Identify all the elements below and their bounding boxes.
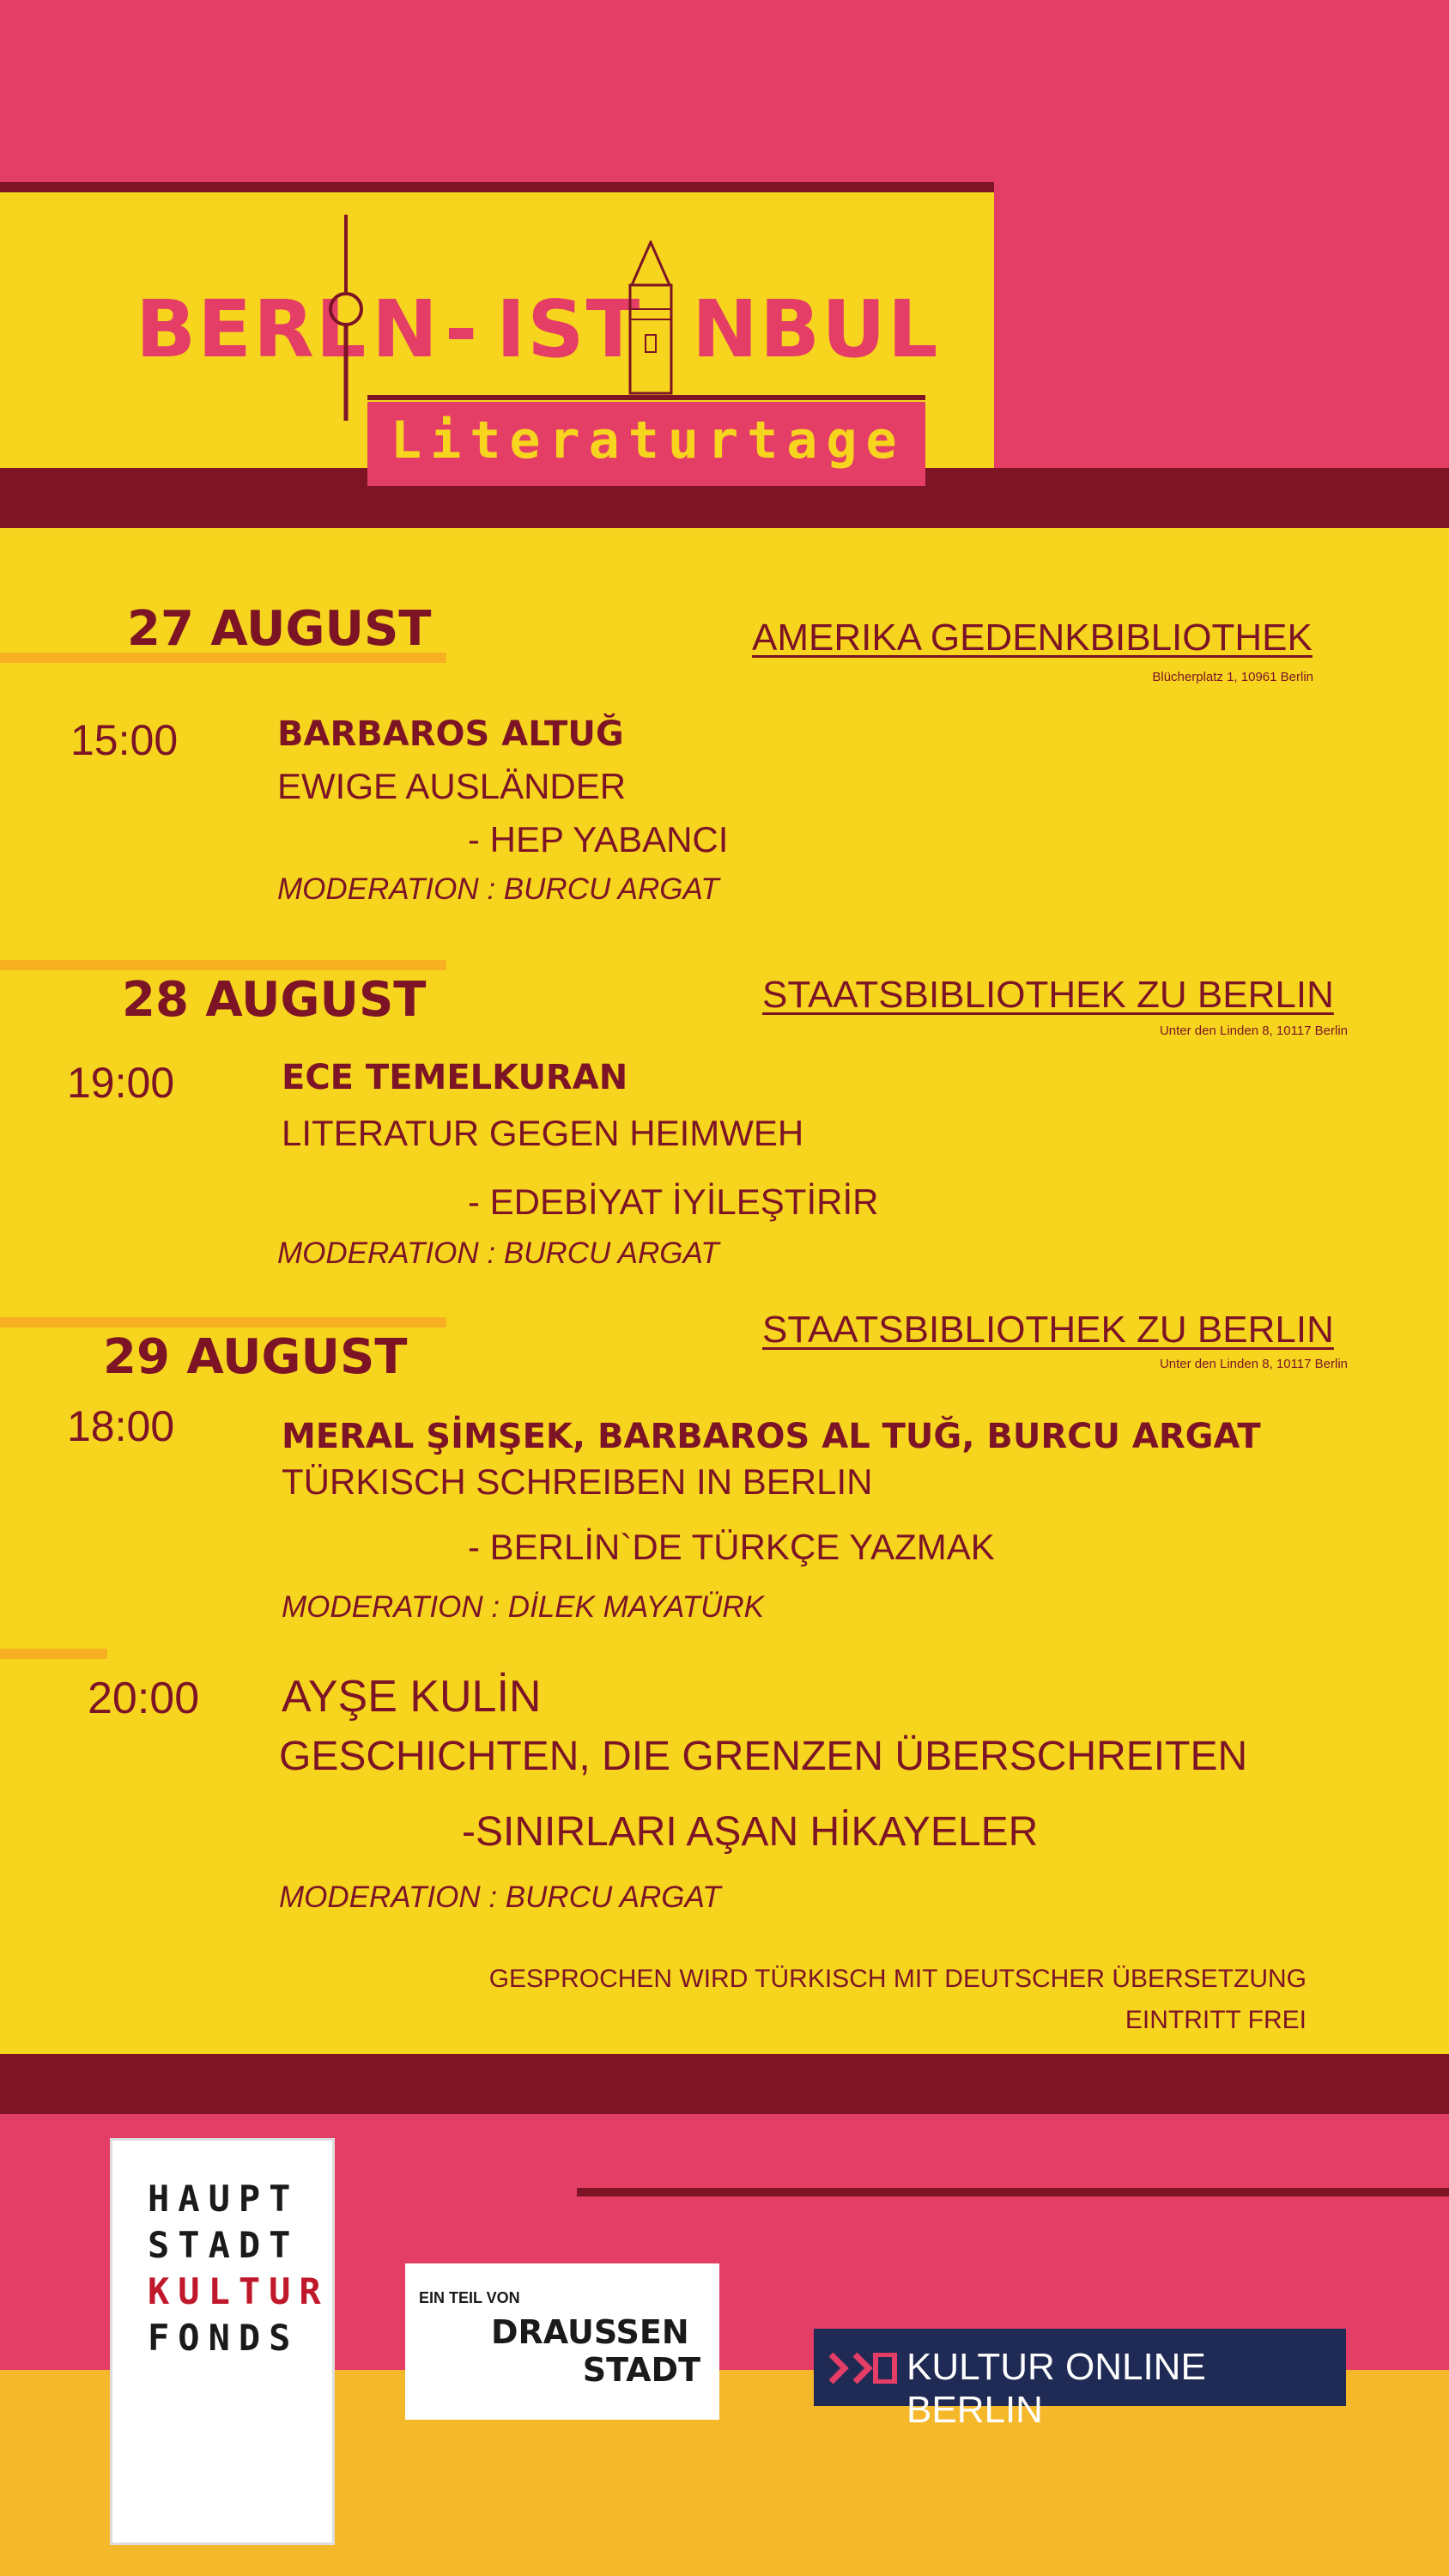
- fonds-line: KULTUR: [148, 2270, 330, 2312]
- fonds-line: HAUPT: [148, 2178, 300, 2220]
- event-author: MERAL ŞİMŞEK, BARBAROS AL TUĞ, BURCU ARGAT: [282, 1417, 1261, 1456]
- event-time: 19:00: [67, 1059, 175, 1107]
- footer-accent-line: [577, 2188, 1449, 2196]
- event-time: 18:00: [67, 1402, 175, 1450]
- entry-note: EINTRITT FREI: [1125, 2006, 1307, 2034]
- event-title-de: LITERATUR GEGEN HEIMWEH: [282, 1113, 804, 1153]
- event-author: BARBAROS ALTUĞ: [277, 714, 624, 754]
- header-top-line: [0, 182, 994, 192]
- draussenstadt-logo: [405, 2263, 719, 2420]
- kultur-online-berlin-logo[interactable]: [814, 2329, 1346, 2431]
- date-stripe: [0, 960, 446, 970]
- hauptstadt-kulturfonds-logo: [110, 2138, 335, 2545]
- tv-tower-icon: [324, 215, 367, 421]
- language-note: GESPROCHEN WIRD TÜRKISCH MIT DEUTSCHER ÜBERSETZUNG: [488, 1965, 1307, 1993]
- venue-address: Unter den Linden 8, 10117 Berlin: [1159, 1024, 1348, 1038]
- event-date: 29 AUGUST: [103, 1329, 408, 1385]
- draussen-small: EIN TEIL VON: [419, 2289, 520, 2306]
- fonds-line: FONDS: [148, 2317, 300, 2359]
- venue-link[interactable]: AMERIKA GEDENKBIBLIOTHEK: [752, 617, 1313, 659]
- title-right-tail: NBUL: [692, 283, 940, 375]
- event-moderation: MODERATION : BURCU ARGAT: [277, 1236, 719, 1270]
- title-left-tail: N: [372, 283, 440, 375]
- subtitle: Literaturtage: [391, 410, 906, 471]
- event-author: ECE TEMELKURAN: [282, 1058, 628, 1097]
- event-title-tr: - EDEBİYAT İYİLEŞTİRİR: [468, 1182, 879, 1222]
- event-title-de: TÜRKISCH SCHREIBEN IN BERLIN: [282, 1461, 873, 1502]
- fonds-line: STADT: [148, 2224, 300, 2266]
- subtitle-box-top-line: [367, 395, 925, 400]
- event-title-tr: - BERLİN`DE TÜRKÇE YAZMAK: [468, 1527, 995, 1567]
- title-left: BERL: [136, 283, 368, 375]
- event-date: 28 AUGUST: [122, 972, 427, 1028]
- date-stripe: [0, 1649, 107, 1659]
- galata-tower-icon: [616, 240, 685, 395]
- kob-text: KULTUR ONLINE BERLIN: [906, 2346, 1206, 2431]
- venue-link[interactable]: STAATSBIBLIOTHEK ZU BERLIN: [762, 1309, 1334, 1351]
- event-moderation: MODERATION : DİLEK MAYATÜRK: [282, 1590, 765, 1624]
- venue-link[interactable]: STAATSBIBLIOTHEK ZU BERLIN: [762, 974, 1334, 1016]
- event-title-tr: - HEP YABANCI: [468, 819, 729, 860]
- venue-address: Unter den Linden 8, 10117 Berlin: [1159, 1357, 1348, 1371]
- event-moderation: MODERATION : BURCU ARGAT: [277, 872, 719, 906]
- title-right: IST: [496, 283, 642, 375]
- event-time: 20:00: [88, 1674, 200, 1723]
- event-title-de: GESCHICHTEN, DIE GRENZEN ÜBERSCHREITEN: [279, 1734, 1248, 1779]
- event-time: 15:00: [70, 716, 179, 764]
- event-title-de: EWIGE AUSLÄNDER: [277, 766, 627, 806]
- draussen-line2: STADT: [582, 2351, 700, 2389]
- festival-title: [136, 283, 940, 386]
- event-title-tr: -SINIRLARI AŞAN HİKAYELER: [462, 1809, 1039, 1855]
- venue-address: Blücherplatz 1, 10961 Berlin: [1152, 670, 1313, 684]
- title-dash: -: [445, 283, 480, 375]
- kob-icon: [829, 2353, 898, 2384]
- event-moderation: MODERATION : BURCU ARGAT: [279, 1880, 721, 1914]
- event-author: AYŞE KULİN: [282, 1672, 542, 1722]
- event-date: 27 AUGUST: [127, 601, 432, 657]
- draussen-line1: DRAUSSEN: [491, 2313, 689, 2351]
- footer-divider: [0, 2054, 1449, 2114]
- date-stripe: [0, 1317, 446, 1327]
